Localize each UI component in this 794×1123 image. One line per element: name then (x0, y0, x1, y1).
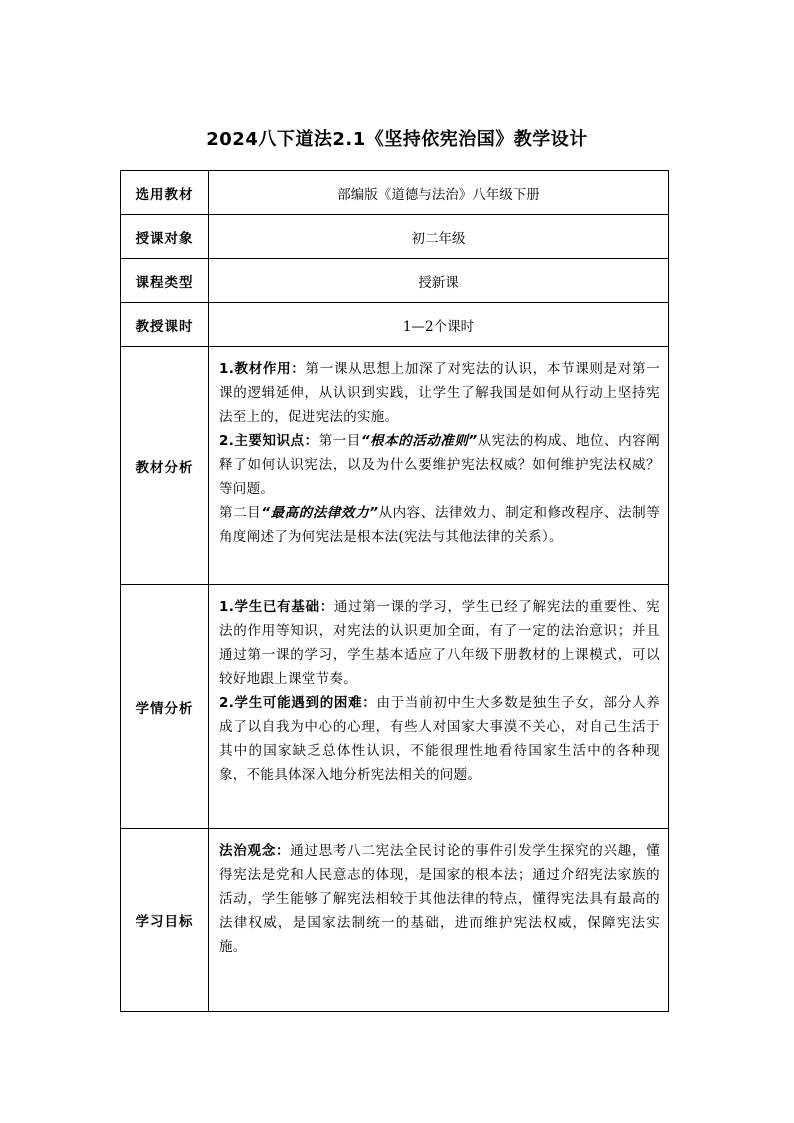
row-label: 课程类型 (121, 259, 209, 303)
row-value: 部编版《道德与法治》八年级下册 (209, 171, 669, 215)
students-text: 由于当前初中生大多数是独生子女，部分人养成了以自我为中心的心理，有些人对国家大事漠不关心，对自己生活于其中的国家缺乏总体性认识，不能很理性地看待国家生活中的各种现象，不能具体深入地分析宪法相关的问题。 (219, 695, 661, 783)
analysis-paragraph (219, 357, 660, 429)
goals-text: 通过思考八二宪法全民讨论的事件引发学生探究的兴趣，懂得宪法是党和人民意志的体现，是国家的根本法；通过介绍宪法家族的活动，学生能够了解宪法相较于其他法律的特点，懂得宪法具有最高的法律权威，是国家法制统一的基础，进而维护宪法权威，保障宪法实施。 (219, 843, 660, 955)
row-value: 1—2个课时 (209, 303, 669, 347)
analysis-paragraph (219, 429, 660, 501)
students-text: 通过第一课的学习，学生已经了解宪法的重要性、宪法的作用等知识，对宪法的认识更加全面，有了一定的法治意识；并且通过第一课的学习，学生基本适应了八年级下册教材的上课模式，可以较好地跟上课堂节奏。 (219, 599, 660, 687)
table-row (121, 303, 669, 347)
row-value: 授新课 (209, 259, 669, 303)
row-label: 学习目标 (121, 829, 209, 1012)
analysis-text: 第一目 (318, 433, 361, 449)
analysis-text: 第一课从思想上加深了对宪法的认识，本节课则是对第一课的逻辑延伸，从认识到实践，让学生了解我国是如何从行动上坚持宪法至上的，促进宪法的实施。 (219, 361, 660, 425)
goals-heading: 法治观念： (219, 843, 291, 859)
analysis-text: 从内容、法律效力、制定和修改程序、法制等角度阐述了为何宪法是根本法(宪法与其他法律的关系）。 (219, 505, 661, 545)
analysis-emphasis: “最高的法律效力” (261, 505, 379, 521)
document-title: 2024八下道法2.1《坚持依宪治国》教学设计 (206, 129, 588, 150)
students-heading: 2.学生可能遇到的困难： (219, 695, 377, 711)
analysis-content (209, 347, 669, 585)
table-row-analysis (121, 347, 669, 585)
lesson-plan-table (120, 170, 669, 1012)
analysis-emphasis: “根本的活动准则” (360, 433, 478, 449)
row-label: 教授课时 (121, 303, 209, 347)
row-value: 初二年级 (209, 215, 669, 259)
table-row-students (121, 585, 669, 829)
table-row-goals (121, 829, 669, 1012)
goals-paragraph (219, 839, 660, 959)
analysis-heading: 1.教材作用： (219, 361, 306, 377)
students-content (209, 585, 669, 829)
students-paragraph (219, 691, 660, 787)
students-paragraph (219, 595, 660, 691)
students-heading: 1.学生已有基础： (219, 599, 334, 615)
row-label: 学情分析 (121, 585, 209, 829)
table-row (121, 171, 669, 215)
row-label: 选用教材 (121, 171, 209, 215)
goals-content (209, 829, 669, 1012)
analysis-paragraph (219, 501, 660, 549)
analysis-text: 第二目 (219, 505, 262, 521)
analysis-heading: 2.主要知识点： (219, 433, 319, 449)
table-row (121, 215, 669, 259)
row-label: 教材分析 (121, 347, 209, 585)
analysis-text: 从宪法的构成、地位、内容阐释了如何认识宪法，以及为什么要维护宪法权威？如何维护宪法权威？等问题。 (219, 433, 661, 497)
table-row (121, 259, 669, 303)
row-label: 授课对象 (121, 215, 209, 259)
